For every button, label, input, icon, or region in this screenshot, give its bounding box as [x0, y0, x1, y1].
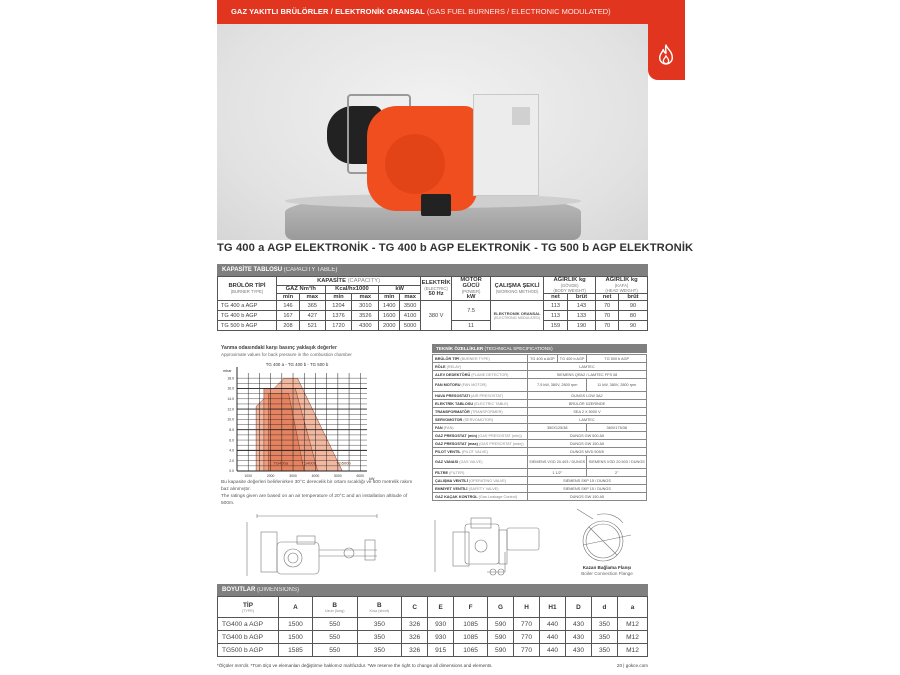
table-row: TG 500 b AGP 208 521 1720 4300 2000 5000 11 159 190 70 90 [218, 321, 648, 331]
dim-value: 1065 [454, 644, 488, 657]
dim-col-header: D [566, 597, 592, 618]
header-title-tr: GAZ YAKITLI BRÜLÖRLER / ELEKTRONİK ORANSAL [231, 7, 425, 16]
spec-value: TG 400 b AGP [557, 355, 587, 363]
dim-col-header: H [514, 597, 540, 618]
dim-col-header: a [617, 597, 647, 618]
spec-label: FİLTRE (FILTER) [433, 469, 528, 477]
spec-value: BRÜLÖR ÜZERİNDE [528, 400, 647, 408]
col-max: max [352, 294, 379, 301]
dim-value: 590 [488, 631, 514, 644]
spec-value: DUNGS GW 150 A5 [528, 440, 647, 448]
spec-row [433, 355, 647, 363]
col-kw: kW [379, 285, 421, 294]
spec-value: 11 kW, 380V, 2800 rpm [587, 379, 647, 392]
dimensions-section-title-en: (DIMENSIONS) [257, 587, 300, 593]
col-burner-type: BRÜLÖR TİPİ (BURNER TYPE) [218, 277, 277, 301]
spec-label: EMNİYET VENTİLİ (SAFETY VALVE) [433, 485, 528, 493]
header-title-en: (GAS FUEL BURNERS / ELECTRONIC MODULATED) [426, 7, 611, 16]
col-net: net [544, 294, 568, 301]
y-tick-label: 4.0 [229, 448, 234, 453]
dim-value: 350 [591, 618, 617, 631]
spec-value: LAMTEC [528, 416, 647, 424]
spec-row [433, 469, 647, 477]
product-title: TG 400 a AGP ELEKTRONİK - TG 400 b AGP ELEKTRONİK - TG 500 b AGP ELEKTRONİK [217, 242, 694, 254]
dim-value: 1500 [279, 618, 313, 631]
spec-value: DUNGS LGW 3A2 [528, 392, 647, 400]
dim-value: 430 [566, 644, 592, 657]
dim-col-header: A [279, 597, 313, 618]
spec-label: FAN (FAN) [433, 424, 528, 432]
spec-value: TG 400 a AGP [528, 355, 558, 363]
spec-value: SIEMENS SKP 15 / DUNGS [528, 485, 647, 493]
col-kcal: Kcal/hx1000 [325, 285, 379, 294]
y-tick-label: 16.0 [227, 386, 234, 391]
spec-value: SEA 2 X 5000 V [528, 408, 647, 416]
col-body-weight: AĞIRLIK kg (GÖVDE) (BODY WEIGHT) [544, 277, 596, 294]
dim-col-header: d [591, 597, 617, 618]
y-tick-label: 12.0 [227, 407, 234, 412]
chart-xlabel: kW [369, 477, 375, 481]
dim-type: TG400 b AGP [218, 631, 279, 644]
dim-value: 590 [488, 644, 514, 657]
ignition-transformer [421, 194, 451, 216]
spec-label: BRÜLÖR TİPİ (BURNER TYPE) [433, 355, 528, 363]
spec-value: 2" [587, 469, 647, 477]
spec-label: GAZ PRESOSTAT (min) (GAS PRESOSTAT (min)) [433, 432, 528, 440]
dim-value: 350 [357, 631, 402, 644]
dim-value: 350 [591, 644, 617, 657]
y-tick-label: 18.0 [227, 376, 234, 381]
col-net: net [596, 294, 619, 301]
tech-section-header [432, 344, 647, 353]
spec-row [433, 477, 647, 485]
x-tick-label: 3000 [289, 474, 297, 478]
electric-value: 380 V [421, 301, 452, 331]
spec-value: 7.5 kW, 380V, 2800 rpm [528, 379, 587, 392]
capacity-section-title-en: (CAPACITY TABLE) [283, 267, 338, 273]
dim-value: 326 [402, 644, 428, 657]
dimensions-table [217, 596, 648, 657]
dim-type: TG400 a AGP [218, 618, 279, 631]
spec-row [433, 493, 647, 501]
dim-value: M12 [617, 631, 647, 644]
chart-svg [217, 359, 377, 483]
dim-value: 770 [514, 618, 540, 631]
spec-label: GAZ PRESOSTAT (max) (GAS PRESOSTAT (max)) [433, 440, 528, 448]
dim-col-header: F [454, 597, 488, 618]
col-gas: GAZ Nm³/h [277, 285, 326, 294]
dim-value: 326 [402, 618, 428, 631]
col-brut: brüt [567, 294, 595, 301]
top-view-drawing [427, 512, 557, 582]
flange-caption [562, 565, 652, 577]
spec-row [433, 392, 647, 400]
dimensions-section-header [217, 584, 648, 596]
series-label: TG400b [301, 460, 316, 466]
spec-label: RÖLE (RELAY) [433, 363, 528, 371]
flame-icon [657, 44, 675, 66]
side-view-drawing [237, 512, 387, 582]
tech-spec-table [432, 354, 647, 501]
category-tab [648, 0, 685, 80]
dim-value: 1500 [279, 631, 313, 644]
y-tick-label: 8.0 [229, 427, 234, 432]
spec-row [433, 379, 647, 392]
dim-value: 770 [514, 631, 540, 644]
spec-value: LAMTEC [528, 363, 647, 371]
table-row [218, 618, 648, 631]
dim-col-header: G [488, 597, 514, 618]
dim-type: TG500 b AGP [218, 644, 279, 657]
dim-value: 930 [428, 631, 454, 644]
working-value: ELEKTRONİK ORANSAL (ELECTRONIC MODULATED) [491, 301, 544, 331]
catalog-page [217, 0, 694, 675]
dim-value: M12 [617, 618, 647, 631]
x-tick-label: 6000 [356, 474, 365, 478]
spec-row [433, 432, 647, 440]
table-row: TG 400 a AGP 146 365 1204 3010 1400 3500 380 V 7.5 ELEKTRONİK ORANSAL (ELECTRONIC MODULATED) 113 143 70 90 [218, 301, 648, 311]
series-label: TG400a [273, 460, 288, 466]
spec-label: ÇALIŞMA VENTİLİ (OPERATING VALVE) [433, 477, 528, 485]
dim-value: 350 [357, 644, 402, 657]
chart-ylabel: mbar [223, 369, 232, 373]
x-tick-label: 2000 [266, 474, 275, 478]
spec-label: FAN MOTORU (FAN MOTOR) [433, 379, 528, 392]
dim-col-header: C [402, 597, 428, 618]
spec-label: PİLOT VENTİL (PILOT VALVE) [433, 448, 528, 456]
spec-label: ELEKTRİK TABLOSU (ELECTRIC TABLE) [433, 400, 528, 408]
spec-row [433, 416, 647, 424]
x-tick-label: 5000 [334, 474, 342, 478]
back-pressure-chart [217, 345, 427, 485]
spec-value: SIEMENS VGD 20.503 / DUNGS [587, 456, 647, 469]
table-row [218, 631, 648, 644]
chart-note-tr: Yanma odasındaki karşı basınç yaklaşık değerler [221, 345, 337, 351]
footer [217, 663, 648, 668]
product-photo [217, 24, 648, 240]
dim-value: 1585 [279, 644, 313, 657]
capacity-section-header [217, 264, 648, 276]
dim-value: 430 [566, 631, 592, 644]
spec-value: TG 500 b AGP [587, 355, 647, 363]
dim-value: 1085 [454, 618, 488, 631]
spec-label: SERVOMOTOR (SERVOMOTOR) [433, 416, 528, 424]
col-max: max [299, 294, 325, 301]
dim-value: 550 [312, 644, 357, 657]
dim-value: 350 [357, 618, 402, 631]
y-tick-label: 6.0 [229, 438, 234, 443]
spec-row [433, 456, 647, 469]
dimensions-section-title: BOYUTLAR [222, 587, 256, 593]
spec-label: ALEV DEDEKTÖRÜ (FLAME DETECTOR) [433, 371, 528, 379]
dim-value: 930 [428, 618, 454, 631]
chart-note-en: Approximate values for back pressure in the combustion chamber [221, 352, 352, 357]
col-min: min [379, 294, 400, 301]
spec-row [433, 400, 647, 408]
spec-value: SIEMENS SKP 15 / DUNGS [528, 477, 647, 485]
spec-value: DUNGS GW 150 A5 [528, 493, 647, 501]
col-min: min [277, 294, 300, 301]
flange-caption-en: Boiler Connection Flange [581, 571, 633, 576]
chart-title: TG 400 a - TG 400 b - TG 500 b [265, 362, 329, 367]
spec-value: 350X125/38 [528, 424, 587, 432]
spec-label: GAZ KAÇAK KONTROL (Gas Leakage Control) [433, 493, 528, 501]
control-cabinet [473, 94, 539, 196]
dim-header-row [218, 597, 648, 618]
y-tick-label: 14.0 [227, 396, 234, 401]
spec-value: 1 1/2" [528, 469, 587, 477]
spec-row [433, 440, 647, 448]
capacity-table [217, 276, 648, 331]
burner-fan-cover [385, 134, 445, 194]
y-tick-label: 0.0 [229, 469, 234, 474]
spec-value: DUNGS GW 500 A5 [528, 432, 647, 440]
col-working: ÇALIŞMA ŞEKLİ (WORKING METHOD) [491, 277, 544, 301]
col-head-weight: AĞIRLIK kg (KAFA) (HEAD WEIGHT) [596, 277, 648, 294]
col-max: max [400, 294, 421, 301]
col-capacity: KAPASİTE (CAPACITY) [277, 277, 421, 286]
dim-value: 550 [312, 618, 357, 631]
dim-value: 550 [312, 631, 357, 644]
dim-col-header: B Uzun (long) [312, 597, 357, 618]
y-tick-label: 10.0 [227, 417, 234, 422]
x-tick-label: 4000 [311, 474, 320, 478]
table-row: TG 400 b AGP 167 427 1376 3526 1600 4100 113 133 70 80 [218, 311, 648, 321]
tech-section-title-en: (TECHNICAL SPECIFICATIONS) [484, 346, 553, 351]
spec-value: SIEMENS VGD 20.403 / DUNGS [528, 456, 587, 469]
col-electric: ELEKTRİK (ELECTRIC) 50 Hz [421, 277, 452, 301]
spec-row [433, 448, 647, 456]
series-label: TG500b [336, 460, 351, 466]
dim-value: 440 [540, 618, 566, 631]
dim-value: 590 [488, 618, 514, 631]
x-tick-label: 1000 [244, 474, 252, 478]
dim-value: M12 [617, 644, 647, 657]
spec-label: GAZ VANASI (GAS VALVE) [433, 456, 528, 469]
dim-value: 1085 [454, 631, 488, 644]
dim-value: 915 [428, 644, 454, 657]
capacity-section-title: KAPASİTE TABLOSU [222, 267, 283, 273]
dim-col-header: H1 [540, 597, 566, 618]
page-number: 20 | gokce.com [616, 663, 648, 668]
spec-value: SIEMENS QRA2 / LAMTEC FFS 08 [528, 371, 647, 379]
spec-value: 360X175/38 [587, 424, 647, 432]
dim-col-header: B Kısa (short) [357, 597, 402, 618]
col-brut: brüt [618, 294, 647, 301]
dim-value: 350 [591, 631, 617, 644]
ratings-footnote-en: The ratings given are based on an air temperature of 20°C and an installation altitude of 500m. [221, 494, 408, 506]
dim-col-header: E [428, 597, 454, 618]
spec-label: HAVA PRESOSTATI (AIR PRESOSTAT) [433, 392, 528, 400]
spec-row [433, 371, 647, 379]
dim-value: 770 [514, 644, 540, 657]
flange-caption-tr: Kazan Bağlama Flanşı [582, 565, 632, 570]
spec-value: DUNGS MVD 505/5 [528, 448, 647, 456]
table-row [218, 644, 648, 657]
col-min: min [325, 294, 352, 301]
dim-value: 440 [540, 631, 566, 644]
spec-row [433, 408, 647, 416]
spec-label: TRANSFORMATÖR (TRANSFORMER) [433, 408, 528, 416]
ratings-footnote-tr: Bu kapasite değerleri belirlenirken 30°C derecelik bir ortam sıcaklığı ve 500 metrelik rakım baz alınmıştır. [221, 480, 413, 492]
spec-row [433, 485, 647, 493]
col-motor: MOTOR GÜCÜ (POWER) kW [452, 277, 491, 301]
tech-section-title: TEKNİK ÖZELLİKLER [436, 346, 484, 351]
dim-col-header: TİP (TYPE) [218, 597, 279, 618]
spec-row [433, 363, 647, 371]
dim-value: 440 [540, 644, 566, 657]
dim-value: 430 [566, 618, 592, 631]
header-bar [217, 0, 685, 24]
flange-drawing [567, 505, 647, 565]
ratings-footnote [221, 480, 421, 507]
footer-note: *Ölçüler mm'dir. *Tüm ölçü ve elemanları değiştirme hakkımız mahfuzdur. *We reserve the right to change all dimensions and elements. [217, 663, 493, 668]
y-tick-label: 2.0 [229, 458, 234, 463]
dim-value: 326 [402, 631, 428, 644]
spec-row [433, 424, 647, 432]
